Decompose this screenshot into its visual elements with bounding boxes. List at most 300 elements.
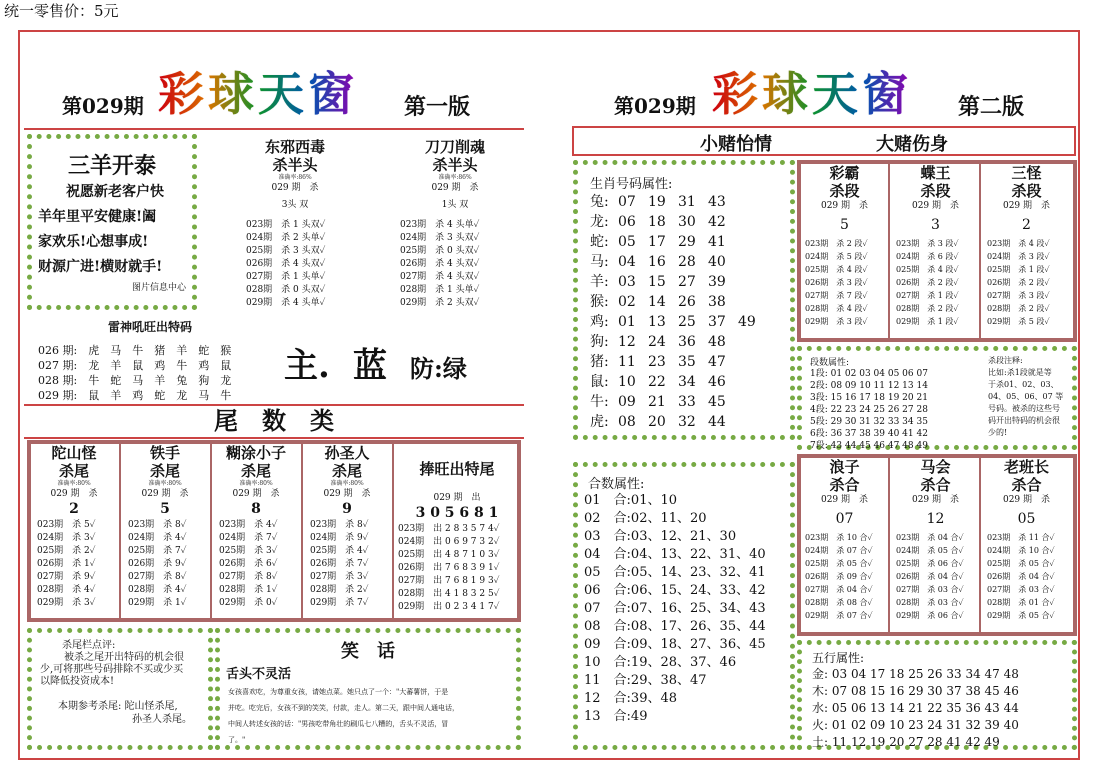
history-row: 023期 杀 11 合✓	[987, 533, 1055, 542]
comment-line: 少,可将那些号码排除不买或少买	[40, 664, 184, 675]
history-row: 023期 杀 04 合✓	[896, 533, 964, 542]
leishen-row: 028 期: 牛 蛇 马 羊 兔 狗 龙	[38, 374, 232, 387]
segment-row: 6段: 36 37 38 39 40 41 42	[810, 429, 928, 439]
zodiac-label: 猪:	[590, 354, 609, 370]
wuxing-box	[797, 640, 1077, 750]
zodiac-row	[590, 412, 790, 432]
tail-accuracy: 准确率:80%	[330, 480, 364, 487]
history-row: 026期 杀 2 段✓	[896, 278, 959, 287]
seg-note-title: 杀段注释:	[988, 356, 1023, 365]
history-row: 027期 杀 3 段✓	[987, 291, 1050, 300]
greeting-title: 三羊开泰	[67, 153, 156, 179]
tail-subtitle: 杀尾	[240, 462, 271, 480]
sum-pred-pick: 12	[926, 511, 945, 527]
main-color-label: 主.	[284, 346, 330, 386]
zodiac-number: 14	[648, 294, 666, 310]
history-row: 028期 杀 2 段✓	[987, 304, 1050, 313]
segment-pred-pick: 5	[840, 217, 849, 233]
history-row: 025期 杀 0 头双✓	[400, 246, 480, 256]
wuxing-row: 火: 01 02 09 10 23 24 31 32 39 40	[812, 718, 1019, 732]
daodao-subtitle: 杀半头	[432, 156, 478, 174]
zodiac-number: 02	[618, 294, 636, 310]
history-row: 027期 杀 9✓	[37, 572, 96, 582]
tail-title: 陀山怪	[51, 444, 97, 462]
dongxie-pick: 3头 双	[281, 200, 309, 210]
zodiac-number: 38	[708, 294, 726, 310]
zodiac-number: 47	[708, 354, 726, 370]
history-row: 029期 杀 0✓	[219, 598, 278, 608]
leishen-row: 026 期: 虎 马 牛 猪 羊 蛇 猴	[38, 344, 232, 357]
zodiac-number: 42	[708, 214, 726, 230]
history-row: 025期 杀 4 段✓	[896, 265, 959, 274]
seg-note-line: 04、05、06、07 等	[988, 392, 1064, 401]
history-row: 028期 杀 2✓	[310, 585, 369, 595]
sum-pred-column	[892, 458, 979, 622]
zodiac-box	[573, 160, 795, 440]
zodiac-number: 33	[678, 394, 696, 410]
joke-line: 并吃。吃完后，女孩不到的笑笑，付款，走人。第二天，跟中间人通电话，	[228, 704, 459, 712]
wuxing-row: 水: 05 06 13 14 21 22 35 36 43 44	[812, 701, 1019, 715]
joke-line: 女孩喜欢吃，为尊重女孩，请她点菜。她只点了一个："大蕃薯饼，于是	[228, 688, 449, 696]
zodiac-label: 牛:	[590, 394, 609, 410]
history-row: 028期 杀 0 头双✓	[246, 285, 326, 295]
sum-pred-pick: 07	[835, 511, 854, 527]
history-row: 026期 杀 7✓	[310, 559, 369, 569]
zodiac-row	[590, 332, 790, 352]
weishu-title: 尾 数 类	[214, 406, 334, 435]
sum-row: 04 合:04、13、22、31、40	[584, 547, 766, 562]
sum-row: 09 合:09、18、27、36、45	[584, 637, 766, 652]
history-row: 024期 杀 05 合✓	[896, 546, 964, 555]
tail-title: 铁手	[149, 444, 180, 462]
history-row: 027期 杀 04 合✓	[805, 585, 873, 594]
greeting-line: 祝愿新老客户快	[66, 184, 164, 200]
history-row: 026期 杀 04 合✓	[896, 572, 964, 581]
history-row: 028期 杀 2 段✓	[896, 304, 959, 313]
history-row: 027期 杀 1 头单✓	[246, 272, 326, 282]
pengwang-pick: 3 0 5 6 8 1	[415, 505, 499, 521]
zodiac-number: 24	[648, 334, 666, 350]
sum-pred-pick: 05	[1017, 511, 1036, 527]
leishen-row: 029 期: 鼠 羊 鸡 蛇 龙 马 牛	[38, 389, 232, 402]
sum-pred-issue: 029 期 杀	[1002, 495, 1051, 505]
zodiac-number: 41	[708, 234, 726, 250]
segment-pred-subtitle: 杀段	[920, 182, 951, 200]
daodao-column	[380, 138, 530, 310]
slogan-bar	[572, 126, 1076, 156]
zodiac-label: 鸡:	[590, 314, 609, 330]
sum-row: 02 合:02、11、20	[584, 511, 707, 526]
sum-row: 07 合:07、16、25、34、43	[584, 601, 766, 616]
zodiac-number: 49	[738, 314, 756, 330]
sum-row: 10 合:19、28、37、46	[584, 655, 737, 670]
segment-pred-issue: 029 期 杀	[1002, 201, 1051, 211]
zodiac-number: 09	[618, 394, 636, 410]
history-row: 028期 出 4 1 8 3 2 5✓	[398, 589, 500, 599]
history-row: 024期 杀 2 头单✓	[246, 233, 326, 243]
segment-pred-history	[983, 237, 1070, 328]
history-row: 029期 杀 7✓	[310, 598, 369, 608]
comment-box	[27, 628, 213, 750]
zodiac-number: 32	[678, 414, 696, 430]
zodiac-number: 15	[648, 274, 666, 290]
leishen-row: 027 期: 龙 羊 鼠 鸡 牛 鸡 鼠	[38, 359, 232, 372]
history-row: 023期 杀 5✓	[37, 520, 96, 530]
history-row: 025期 出 4 8 7 1 0 3✓	[398, 550, 500, 560]
tail-issue: 029 期 杀	[141, 489, 189, 499]
history-row: 023期 杀 4 头单✓	[400, 220, 480, 230]
history-row: 027期 杀 8✓	[128, 572, 187, 582]
history-row: 025期 杀 1 段✓	[987, 265, 1050, 274]
left-logo: 彩球天窗	[158, 58, 358, 124]
leishen-box	[30, 318, 270, 403]
segment-row: 3段: 15 16 17 18 19 20 21	[810, 393, 928, 403]
history-row: 029期 杀 4 头单✓	[246, 298, 326, 308]
history-row: 029期 杀 06 合✓	[896, 611, 964, 620]
dongxie-title: 东邪西毒	[264, 138, 325, 156]
history-row: 028期 杀 1✓	[219, 585, 278, 595]
wuxing-title: 五行属性:	[812, 651, 865, 665]
tail-divider	[301, 444, 303, 618]
zodiac-number: 34	[678, 374, 696, 390]
right-issue-number: 第029期	[614, 94, 696, 118]
zodiac-number: 17	[648, 234, 666, 250]
history-row: 027期 杀 03 合✓	[896, 585, 964, 594]
history-row: 023期 杀 10 合✓	[805, 533, 873, 542]
pred-divider	[888, 458, 890, 632]
sum-pred-title: 浪子	[829, 458, 860, 476]
history-row: 027期 杀 4 头双✓	[400, 272, 480, 282]
segment-pred-issue: 029 期 杀	[820, 201, 869, 211]
history-row: 025期 杀 3 头双✓	[246, 246, 326, 256]
zodiac-number	[738, 232, 768, 252]
retail-price: 统一零售价：5元	[4, 2, 119, 20]
sum-row: 01 合:01、10	[584, 493, 678, 508]
tail-issue: 029 期 杀	[50, 489, 98, 499]
leishen-title: 雷神吼旺出特码	[107, 320, 192, 334]
sums-title: 合数属性:	[588, 477, 645, 492]
zodiac-row	[590, 312, 790, 332]
history-row: 029期 杀 1 段✓	[896, 317, 959, 326]
segment-row: 5段: 29 30 31 32 33 34 35	[810, 417, 928, 427]
history-row: 027期 杀 7 段✓	[805, 291, 868, 300]
zodiac-number: 45	[708, 394, 726, 410]
history-row: 029期 杀 07 合✓	[805, 611, 873, 620]
history-row: 025期 杀 3✓	[219, 546, 278, 556]
zodiac-number: 05	[618, 234, 636, 250]
comment-line: 被杀之尾开出特码的机会很	[64, 652, 184, 663]
sum-row: 11 合:29、38、47	[584, 673, 707, 688]
dongxie-accuracy: 准确率:86%	[278, 174, 312, 181]
tail-subtitle: 杀尾	[331, 462, 362, 480]
segment-pred-column	[983, 164, 1070, 328]
right-logo: 彩球天窗	[712, 58, 912, 124]
segment-pred-title: 彩霸	[829, 164, 860, 182]
zodiac-number: 44	[708, 414, 726, 430]
tail-pick: 2	[69, 501, 79, 517]
tail-accuracy: 准确率:80%	[239, 480, 273, 487]
pengwang-title: 捧旺出特尾	[419, 460, 495, 478]
weishu-rule-bottom	[24, 437, 524, 439]
tail-issue: 029 期 杀	[323, 489, 371, 499]
slogan-left: 小赌怡情	[700, 134, 772, 155]
zodiac-number: 03	[618, 274, 636, 290]
sum-row: 03 合:03、12、21、30	[584, 529, 737, 544]
left-edition: 第一版	[404, 94, 471, 120]
zodiac-number: 20	[648, 414, 666, 430]
tail-accuracy: 准确率:80%	[57, 480, 91, 487]
wuxing-row: 木: 07 08 15 16 29 30 37 38 45 46	[812, 684, 1019, 698]
sum-pred-title: 老班长	[1003, 458, 1049, 476]
history-row: 026期 杀 09 合✓	[805, 572, 873, 581]
zodiac-number: 46	[708, 374, 726, 390]
segment-row: 7段: 43 44 45 46 47 48 49	[810, 441, 928, 451]
pengwang-issue: 029 期 出	[433, 493, 481, 503]
pengwang-column	[396, 460, 518, 614]
history-row: 027期 杀 8✓	[219, 572, 278, 582]
zodiac-number	[738, 332, 768, 352]
zodiac-number: 39	[708, 274, 726, 290]
history-row: 028期 杀 4✓	[37, 585, 96, 595]
main-color	[284, 338, 467, 387]
zodiac-number: 37	[708, 314, 726, 330]
zodiac-row	[590, 232, 790, 252]
history-row: 023期 杀 3 段✓	[896, 239, 959, 248]
zodiac-number: 30	[678, 214, 696, 230]
sum-pred-issue: 029 期 杀	[911, 495, 960, 505]
history-row: 023期 杀 1 头双✓	[246, 220, 326, 230]
tail-accuracy: 准确率:80%	[148, 480, 182, 487]
history-row: 028期 杀 01 合✓	[987, 598, 1055, 607]
zodiac-number: 25	[678, 314, 696, 330]
zodiac-row	[590, 272, 790, 292]
history-row: 028期 杀 03 合✓	[896, 598, 964, 607]
seg-note-line: 比如:杀1段就是等	[988, 368, 1052, 377]
segments-box	[797, 346, 1077, 450]
zodiac-number: 08	[618, 414, 636, 430]
segment-pred-pick: 3	[931, 217, 940, 233]
segment-pred-title: 三怪	[1011, 164, 1042, 182]
guard-color-label: 防:	[410, 354, 443, 383]
greeting-line: 财源广进!横财就手!	[38, 259, 163, 275]
sum-pred-subtitle: 杀合	[829, 476, 860, 494]
history-row: 029期 杀 2 头双✓	[400, 298, 480, 308]
history-row: 023期 出 2 8 3 5 7 4✓	[398, 524, 500, 534]
zodiac-title: 生肖号码属性:	[590, 177, 673, 192]
history-row: 026期 杀 2 段✓	[987, 278, 1050, 287]
right-edition: 第二版	[958, 94, 1025, 120]
history-row: 029期 出 0 2 3 4 1 7✓	[398, 602, 500, 612]
joke-subtitle: 舌头不灵活	[226, 667, 292, 682]
history-row: 025期 杀 7✓	[128, 546, 187, 556]
dongxie-issue: 029 期 杀	[271, 183, 319, 193]
zodiac-number: 06	[618, 214, 636, 230]
tail-pick: 9	[342, 501, 352, 517]
zodiac-number: 26	[678, 294, 696, 310]
segment-row: 1段: 01 02 03 04 05 06 07	[810, 369, 928, 379]
sum-pred-history	[892, 531, 979, 622]
dongxie-subtitle: 杀半头	[272, 156, 318, 174]
history-row: 023期 杀 4 段✓	[987, 239, 1050, 248]
tail-subtitle: 杀尾	[149, 462, 180, 480]
zodiac-number: 11	[618, 354, 636, 370]
zodiac-number	[738, 272, 768, 292]
zodiac-number: 35	[678, 354, 696, 370]
zodiac-number	[738, 292, 768, 312]
history-row: 026期 杀 3 段✓	[805, 278, 868, 287]
zodiac-number	[738, 212, 768, 232]
zodiac-number: 48	[708, 334, 726, 350]
zodiac-label: 猴:	[590, 294, 609, 310]
tail-pick: 5	[160, 501, 170, 517]
zodiac-number: 28	[678, 254, 696, 270]
pred-divider	[979, 164, 981, 338]
history-row: 027期 出 7 6 8 1 9 3✓	[398, 576, 500, 586]
segment-pred-issue: 029 期 杀	[911, 201, 960, 211]
zodiac-row	[590, 192, 790, 212]
joke-box	[215, 628, 521, 750]
sum-pred-issue: 029 期 杀	[820, 495, 869, 505]
left-issue-number: 第029期	[62, 94, 144, 118]
segment-pred-subtitle: 杀段	[829, 182, 860, 200]
sum-row: 13 合:49	[584, 709, 648, 724]
daodao-issue: 029 期 杀	[431, 183, 479, 193]
daodao-title: 刀刀削魂	[424, 138, 485, 156]
history-row: 029期 杀 5 段✓	[987, 317, 1050, 326]
history-row: 023期 杀 8✓	[310, 520, 369, 530]
zodiac-label: 虎:	[590, 414, 609, 430]
sum-row: 06 合:06、15、24、33、42	[584, 583, 766, 598]
zodiac-number: 07	[618, 194, 636, 210]
dongxie-column	[220, 138, 370, 310]
seg-note	[988, 355, 1074, 439]
zodiac-number	[738, 372, 768, 392]
zodiac-number: 12	[618, 334, 636, 350]
zodiac-number: 10	[618, 374, 636, 390]
sum-pred-subtitle: 杀合	[1011, 476, 1042, 494]
history-row: 027期 杀 1 段✓	[896, 291, 959, 300]
greeting-line: 羊年里平安健康!阖	[38, 209, 157, 225]
history-row: 025期 杀 06 合✓	[896, 559, 964, 568]
history-row: 029期 杀 3 段✓	[805, 317, 868, 326]
history-row: 024期 杀 6 段✓	[896, 252, 959, 261]
joke-title: 笑 话	[341, 641, 395, 662]
segment-row: 4段: 22 23 24 25 26 27 28	[810, 405, 928, 415]
tail-subtitle: 杀尾	[58, 462, 89, 480]
joke-line: 中间人转述女孩的话："男孩吃带角壮的刷瓜七八糟的，舌头不灵活，冒	[228, 720, 449, 728]
comment-ref-value: 陀山怪杀尾,	[124, 701, 178, 712]
history-row: 024期 杀 3✓	[37, 533, 96, 543]
history-row: 026期 杀 4 头双✓	[246, 259, 326, 269]
segment-pred-history	[801, 237, 888, 328]
tail-title: 孙圣人	[324, 444, 370, 462]
history-row: 024期 出 0 6 9 7 3 2✓	[398, 537, 500, 547]
zodiac-number	[738, 192, 768, 212]
sums-box	[573, 462, 795, 750]
zodiac-number: 13	[648, 314, 666, 330]
history-row: 026期 杀 6✓	[219, 559, 278, 569]
history-row: 026期 出 7 6 8 3 9 1✓	[398, 563, 500, 573]
zodiac-number: 31	[678, 194, 696, 210]
history-row: 029期 杀 1✓	[128, 598, 187, 608]
sum-pred-column	[801, 458, 888, 622]
history-row: 026期 杀 4 头双✓	[400, 259, 480, 269]
zodiac-label: 马:	[590, 254, 609, 270]
comment-ref-label: 本期参考杀尾:	[58, 701, 122, 712]
sum-pred-history	[983, 531, 1070, 622]
left-header-rule	[24, 128, 524, 130]
tail-column	[31, 444, 117, 610]
segment-pred-subtitle: 杀段	[1011, 182, 1042, 200]
segment-pred-history	[892, 237, 979, 328]
history-row: 025期 杀 05 合✓	[805, 559, 873, 568]
tail-divider	[392, 444, 394, 618]
history-row: 026期 杀 1✓	[37, 559, 96, 569]
sum-row: 05 合:05、14、23、32、41	[584, 565, 766, 580]
comment-title: 杀尾栏点评:	[62, 640, 116, 651]
history-row: 027期 杀 3✓	[310, 572, 369, 582]
zodiac-row	[590, 212, 790, 232]
zodiac-number: 40	[708, 254, 726, 270]
seg-note-line: 码开出特码的机会很	[988, 416, 1060, 425]
zodiac-row	[590, 392, 790, 412]
zodiac-label: 狗:	[590, 334, 609, 350]
zodiac-number: 36	[678, 334, 696, 350]
zodiac-label: 龙:	[590, 214, 609, 230]
tail-title: 糊涂小子	[225, 444, 286, 462]
zodiac-number: 04	[618, 254, 636, 270]
history-row: 028期 杀 4 段✓	[805, 304, 868, 313]
history-row: 023期 杀 8✓	[128, 520, 187, 530]
main-color-value: 蓝	[352, 346, 387, 386]
sum-pred-column	[983, 458, 1070, 622]
greeting-credit: 图片信息中心	[131, 283, 186, 293]
seg-note-line: 少的!	[988, 428, 1008, 437]
history-row: 027期 杀 03 合✓	[987, 585, 1055, 594]
zodiac-number	[738, 392, 768, 412]
history-row: 024期 杀 5 段✓	[805, 252, 868, 261]
segment-row: 2段: 08 09 10 11 12 13 14	[810, 381, 928, 391]
wuxing-row: 土: 11 12 19 20 27 28 41 42 49	[812, 735, 1000, 749]
pred-divider	[979, 458, 981, 632]
slogan-right: 大赌伤身	[876, 134, 948, 155]
history-row: 025期 杀 05 合✓	[987, 559, 1055, 568]
sum-pred-history	[801, 531, 888, 622]
segment-pred-title: 蝶王	[920, 164, 951, 182]
segment-pred-column	[801, 164, 888, 328]
zodiac-number: 16	[648, 254, 666, 270]
history-row: 024期 杀 7✓	[219, 533, 278, 543]
zodiac-label: 蛇:	[590, 234, 609, 250]
tail-issue: 029 期 杀	[232, 489, 280, 499]
zodiac-number: 43	[708, 194, 726, 210]
tail-column	[304, 444, 390, 610]
pred-divider	[888, 164, 890, 338]
history-row: 029期 杀 05 合✓	[987, 611, 1055, 620]
history-row: 024期 杀 3 段✓	[987, 252, 1050, 261]
tail-divider	[210, 444, 212, 618]
zodiac-number	[738, 252, 768, 272]
history-row: 028期 杀 1 头单✓	[400, 285, 480, 295]
history-row: 024期 杀 3 头双✓	[400, 233, 480, 243]
zodiac-row	[590, 352, 790, 372]
tail-column	[213, 444, 299, 610]
seg-note-line: 号码。被杀的这些号	[988, 404, 1060, 413]
zodiac-number: 01	[618, 314, 636, 330]
daodao-pick: 1头 双	[441, 200, 469, 210]
sum-row: 08 合:08、17、26、35、44	[584, 619, 766, 634]
sum-row: 12 合:39、48	[584, 691, 678, 706]
